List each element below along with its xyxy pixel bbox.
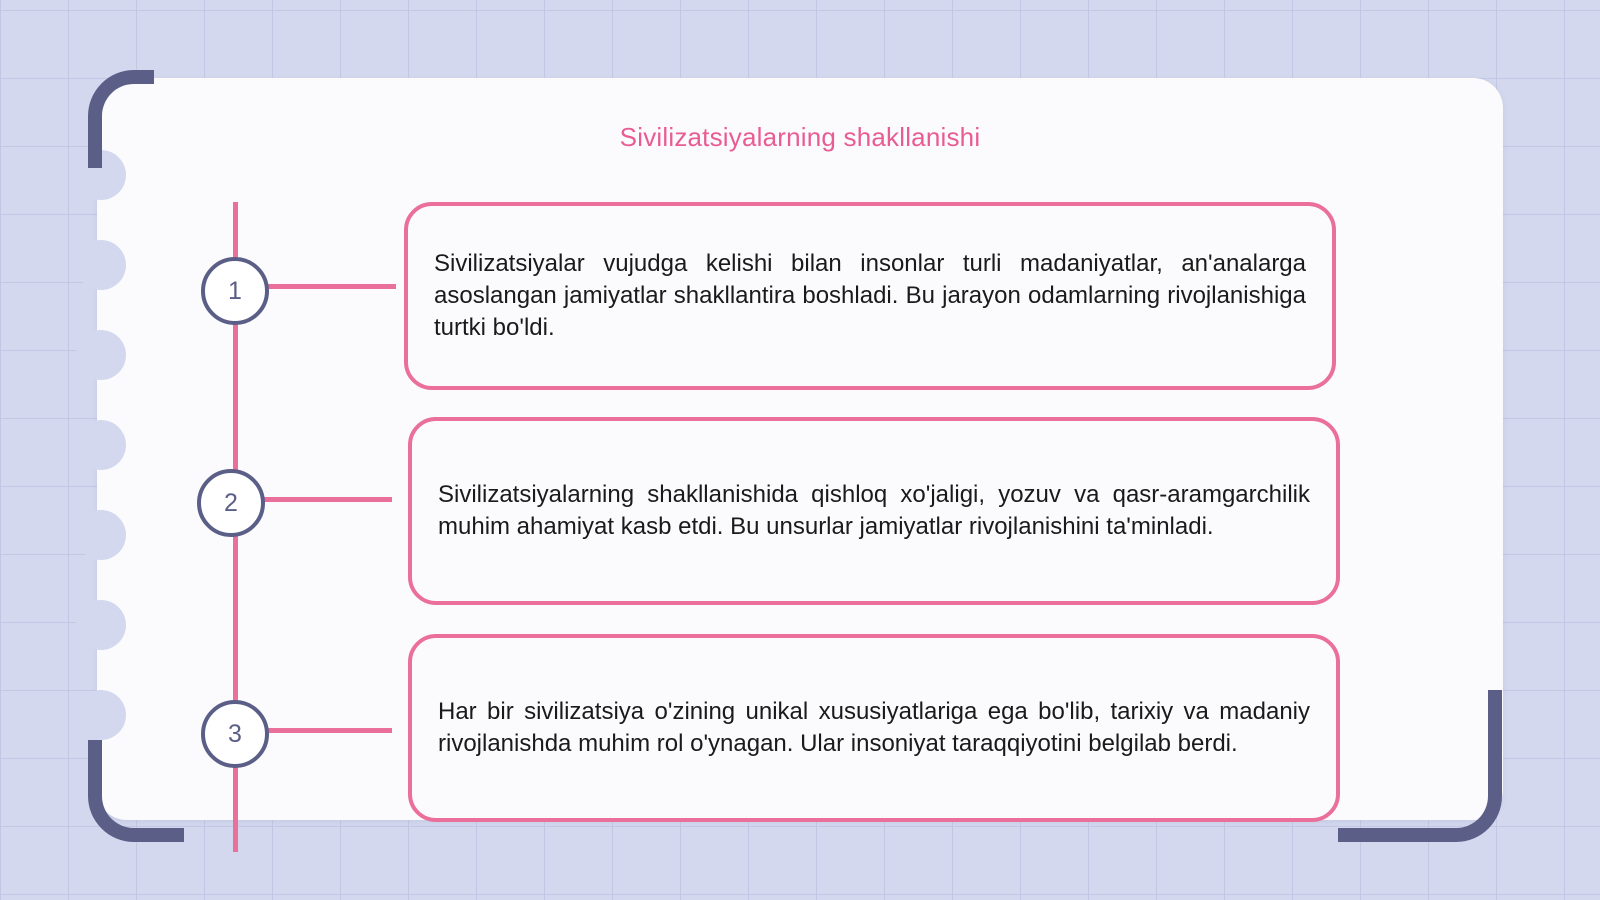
step-number-1: 1 [201, 257, 269, 325]
step-card-3 [408, 634, 1340, 822]
notebook-hole [76, 510, 126, 560]
notebook-hole [76, 690, 126, 740]
step-number-2: 2 [197, 469, 265, 537]
step-card-2 [408, 417, 1340, 605]
step-text-3: Har bir sivilizatsiya o'zining unikal xususiyatlariga ega bo'lib, tarixiy va madaniy rivojlanishda muhim rol o'ynagan. Ular insoniyat taraqqiyotini belgilab berdi. [438, 698, 1310, 757]
slide-title: Sivilizatsiyalarning shakllanishi [619, 122, 981, 152]
notebook-hole [76, 240, 126, 290]
step-text-1: Sivilizatsiyalar vujudga kelishi bilan insonlar turli madaniyatlar, an'analarga asoslangan jamiyatlar shakllantira boshladi. Bu jarayon odamlarning rivojlanishiga turtki bo'ldi. [434, 250, 1306, 341]
corner-bracket-bottom-left [88, 740, 184, 842]
step-card-1 [404, 202, 1336, 390]
notebook-hole [76, 330, 126, 380]
notebook-hole [76, 600, 126, 650]
step-text-2: Sivilizatsiyalarning shakllanishida qishloq xo'jaligi, yozuv va qasr-aramgarchilik muhim ahamiyat kasb etdi. Bu unsurlar jamiyatlar rivojlanishini ta'minladi. [438, 481, 1310, 540]
notebook-hole [76, 420, 126, 470]
corner-bracket-bottom-right [1338, 690, 1502, 842]
step-number-3: 3 [201, 700, 269, 768]
corner-bracket-top-left [88, 70, 154, 168]
timeline-connector [264, 497, 392, 502]
timeline-connector [268, 284, 396, 289]
timeline-connector [268, 728, 392, 733]
